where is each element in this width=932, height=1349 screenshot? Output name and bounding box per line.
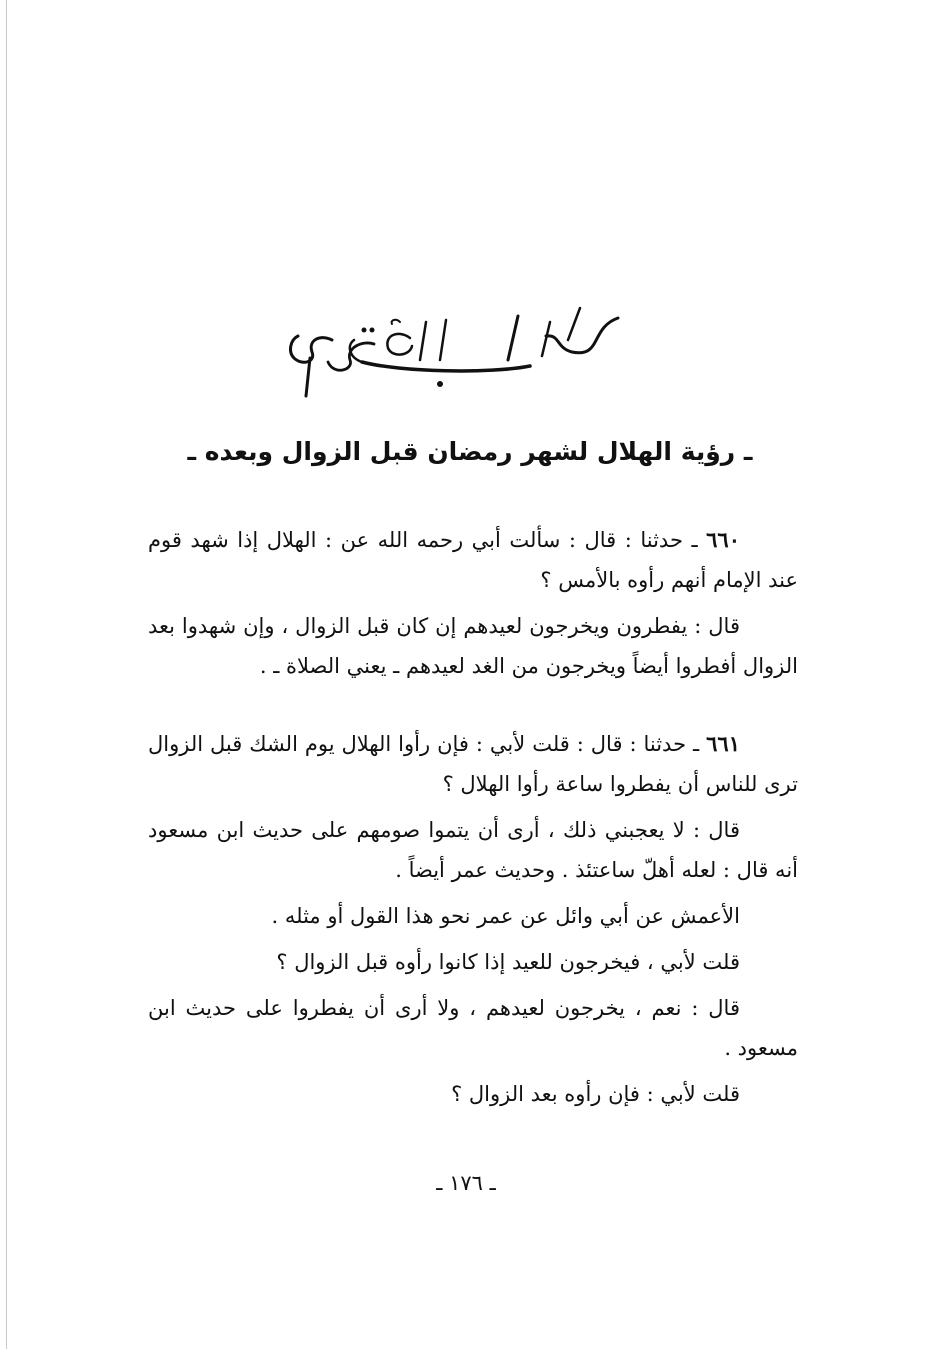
hadith-661-number: ٦٦١ <box>706 731 740 756</box>
hadith-661-narration: الأعمش عن أبي وائل عن عمر نحو هذا القول أو مثله . <box>271 904 740 928</box>
hadith-660-number: ٦٦٠ <box>706 527 740 552</box>
book-title-calligraphy <box>250 300 670 410</box>
chapter-heading: ـ رؤية الهلال لشهر رمضان قبل الزوال وبعده ـ <box>187 437 753 466</box>
page-number: ـ ١٧٦ ـ <box>436 1171 496 1195</box>
book-title-text <box>670 300 671 301</box>
hadith-661 <box>148 724 798 1114</box>
hadith-661-answer: قال : لا يعجبني ذلك ، أرى أن يتموا صومهم على حديث ابن مسعود أنه قال : لعله أهلّ ساعتئذ . وحديث عمر أيضاً . <box>148 818 798 882</box>
hadith-661-question-text: ـ حدثنا : قال : قلت لأبي : فإن رأوا الهلال يوم الشك قبل الزوال ترى للناس أن يفطروا ساعة رأوا الهلال ؟ <box>148 732 798 796</box>
hadith-661-question-3: قلت لأبي : فإن رأوه بعد الزوال ؟ <box>451 1082 740 1106</box>
hadith-660-answer: قال : يفطرون ويخرجون لعيدهم إن كان قبل الزوال ، وإن شهدوا بعد الزوال أفطروا أيضاً ويخرجون من الغد لعيدهم ـ يعني الصلاة ـ . <box>148 614 798 678</box>
page-edge-line <box>6 0 7 1349</box>
hadith-660-question <box>148 520 798 600</box>
hadith-660-question-text: ـ حدثنا : قال : سألت أبي رحمه الله عن : الهلال إذا شهد قوم عند الإمام أنهم رأوه بالأمس ؟ <box>148 528 798 592</box>
hadith-661-question-2: قلت لأبي ، فيخرجون للعيد إذا كانوا رأوه قبل الزوال ؟ <box>276 950 740 974</box>
hadith-660 <box>148 520 798 686</box>
hadith-661-question <box>148 724 798 804</box>
hadith-661-answer-2: قال : نعم ، يخرجون لعيدهم ، ولا أرى أن يفطروا على حديث ابن مسعود . <box>148 996 798 1060</box>
